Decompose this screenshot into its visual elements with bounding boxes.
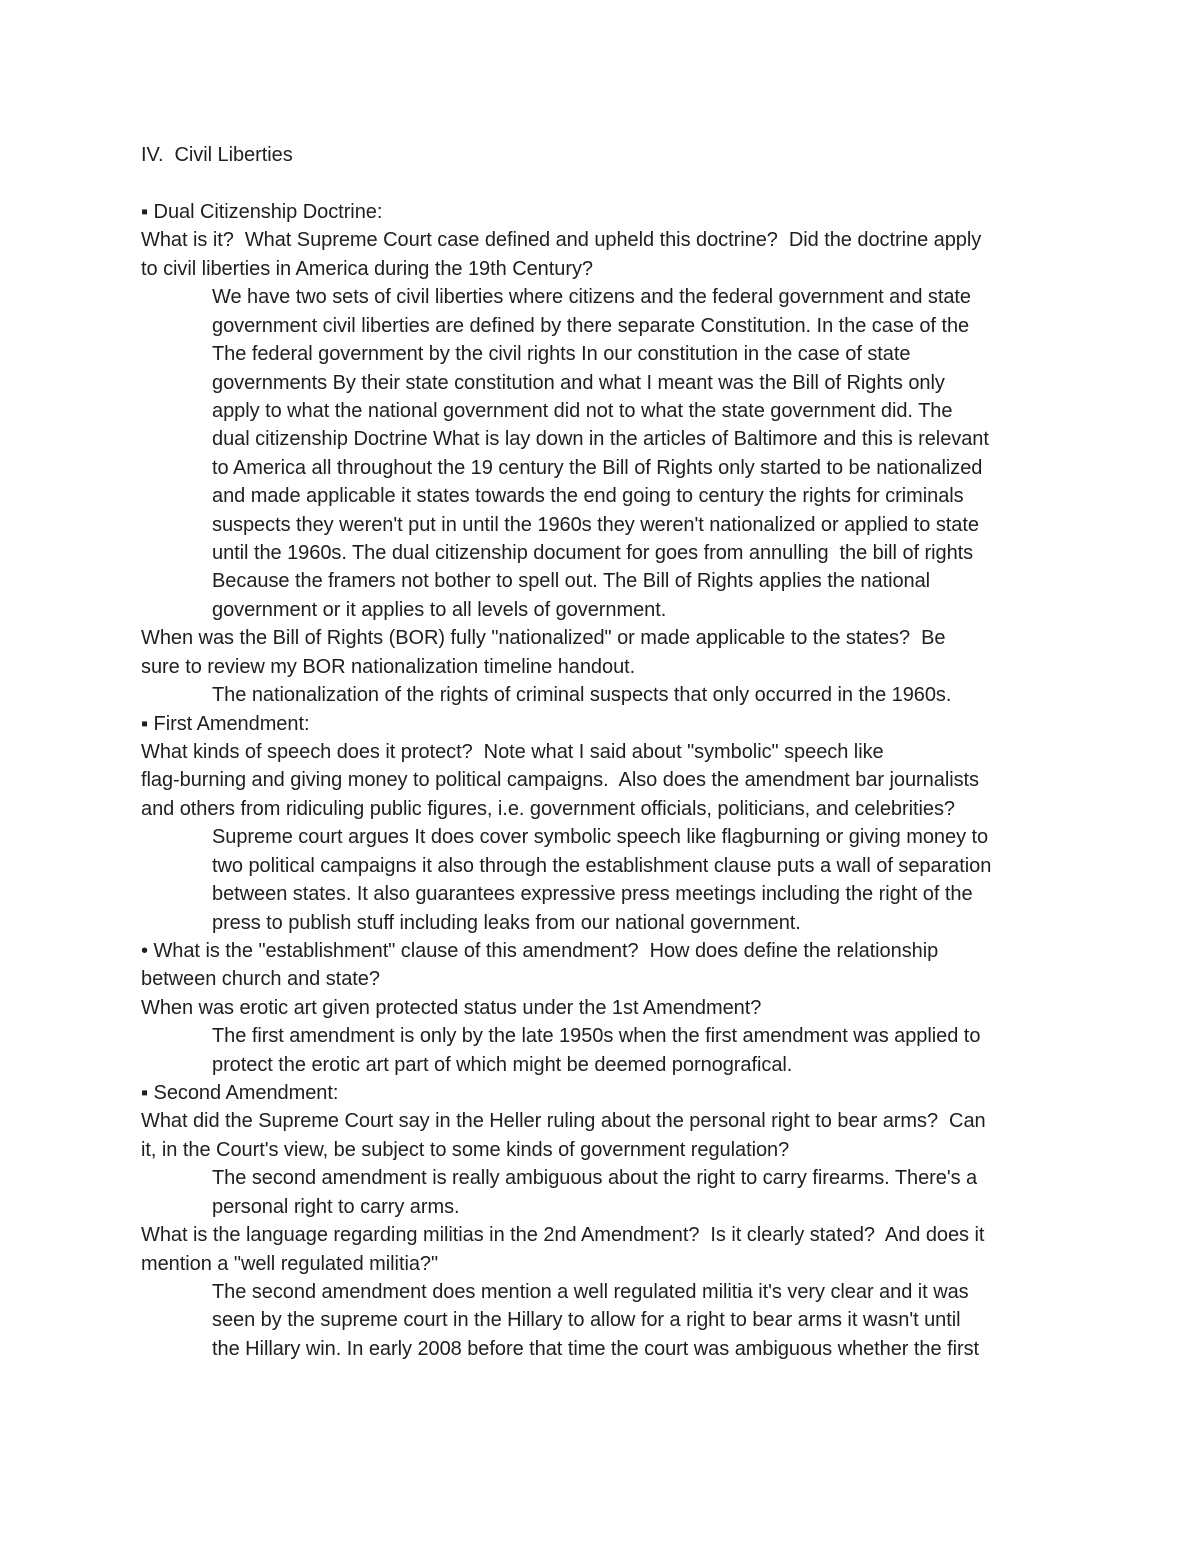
answer-text-line: The second amendment does mention a well regulated militia it's very clear and it was [212,1280,969,1303]
answer-text-line: The first amendment is only by the late 1950s when the first amendment was applied to [212,1025,981,1048]
question-text-line: What did the Supreme Court say in the Heller ruling about the personal right to bear arms? Can [141,1110,986,1133]
question-text-line: ▪ First Amendment: [141,712,310,735]
question-text-line: to civil liberties in America during the 19th Century? [141,257,593,280]
answer-text-line: the Hillary win. In early 2008 before that time the court was ambiguous whether the first [212,1337,980,1360]
answer-text-line: suspects they weren't put in until the 1960s they weren't nationalized or applied to state [212,513,979,536]
answer-text-line: to America all throughout the 19 century the Bill of Rights only started to be nationalized [212,456,983,479]
answer-text-line: The nationalization of the rights of criminal suspects that only occurred in the 1960s. [212,684,952,707]
answer-text-line: The federal government by the civil rights In our constitution in the case of state [212,343,911,366]
question-text-line: • What is the "establishment" clause of this amendment? How does define the relationship [141,939,939,962]
question-text-line: mention a "well regulated militia?" [141,1252,439,1275]
answer-text-line: protect the erotic art part of which might be deemed pornografical. [212,1053,793,1076]
question-text-line: between church and state? [141,968,380,991]
answer-text-line: The second amendment is really ambiguous about the right to carry firearms. There's a [212,1167,978,1190]
question-text-line: ▪ Second Amendment: [141,1082,339,1105]
answer-text-line: personal right to carry arms. [212,1195,460,1218]
answer-text-line: and made applicable it states towards the end going to century the rights for criminals [212,485,964,508]
question-text-line: What is the language regarding militias in the 2nd Amendment? Is it clearly stated? And does it [141,1224,985,1247]
answer-text-line: government or it applies to all levels of government. [212,598,667,621]
answer-text-line: between states. It also guarantees expressive press meetings including the right of the [212,883,973,906]
answer-text-line: Because the framers not bother to spell out. The Bill of Rights applies the national [212,570,931,593]
question-text-line: When was the Bill of Rights (BOR) fully "nationalized" or made applicable to the states? Be [141,627,946,650]
answer-text-line: until the 1960s. The dual citizenship document for goes from annulling the bill of rights [212,542,974,565]
section-title: IV. Civil Liberties [141,144,293,166]
question-text-line: What kinds of speech does it protect? Note what I said about "symbolic" speech like [141,740,884,763]
answer-text-line: apply to what the national government did not to what the state government did. The [212,399,953,422]
question-text-line: ▪ Dual Citizenship Doctrine: [141,201,383,223]
answer-text-line: dual citizenship Doctrine What is lay down in the articles of Baltimore and this is relevant [212,428,989,451]
question-text-line: and others from ridiculing public figures, i.e. government officials, politicians, and celebrities? [141,797,955,820]
answer-text-line: government civil liberties are defined by there separate Constitution. In the case of the [212,314,970,337]
answer-text-line: two political campaigns it also through the establishment clause puts a wall of separation [212,854,992,877]
question-text-line: flag-burning and giving money to political campaigns. Also does the amendment bar journalists [141,769,980,792]
answer-text-line: seen by the supreme court in the Hillary to allow for a right to bear arms it wasn't until [212,1309,961,1332]
answer-text-line: Supreme court argues It does cover symbolic speech like flagburning or giving money to [212,826,989,849]
answer-text-line: We have two sets of civil liberties where citizens and the federal government and state [212,286,972,309]
answer-text-line: press to publish stuff including leaks from our national government. [212,911,801,934]
answer-text-line: governments By their state constitution and what I meant was the Bill of Rights only [212,371,945,394]
question-text-line: sure to review my BOR nationalization timeline handout. [141,655,636,678]
question-text-line: it, in the Court's view, be subject to some kinds of government regulation? [141,1138,790,1161]
question-text-line: What is it? What Supreme Court case defined and upheld this doctrine? Did the doctrine apply [141,229,982,252]
question-text-line: When was erotic art given protected status under the 1st Amendment? [141,996,762,1019]
